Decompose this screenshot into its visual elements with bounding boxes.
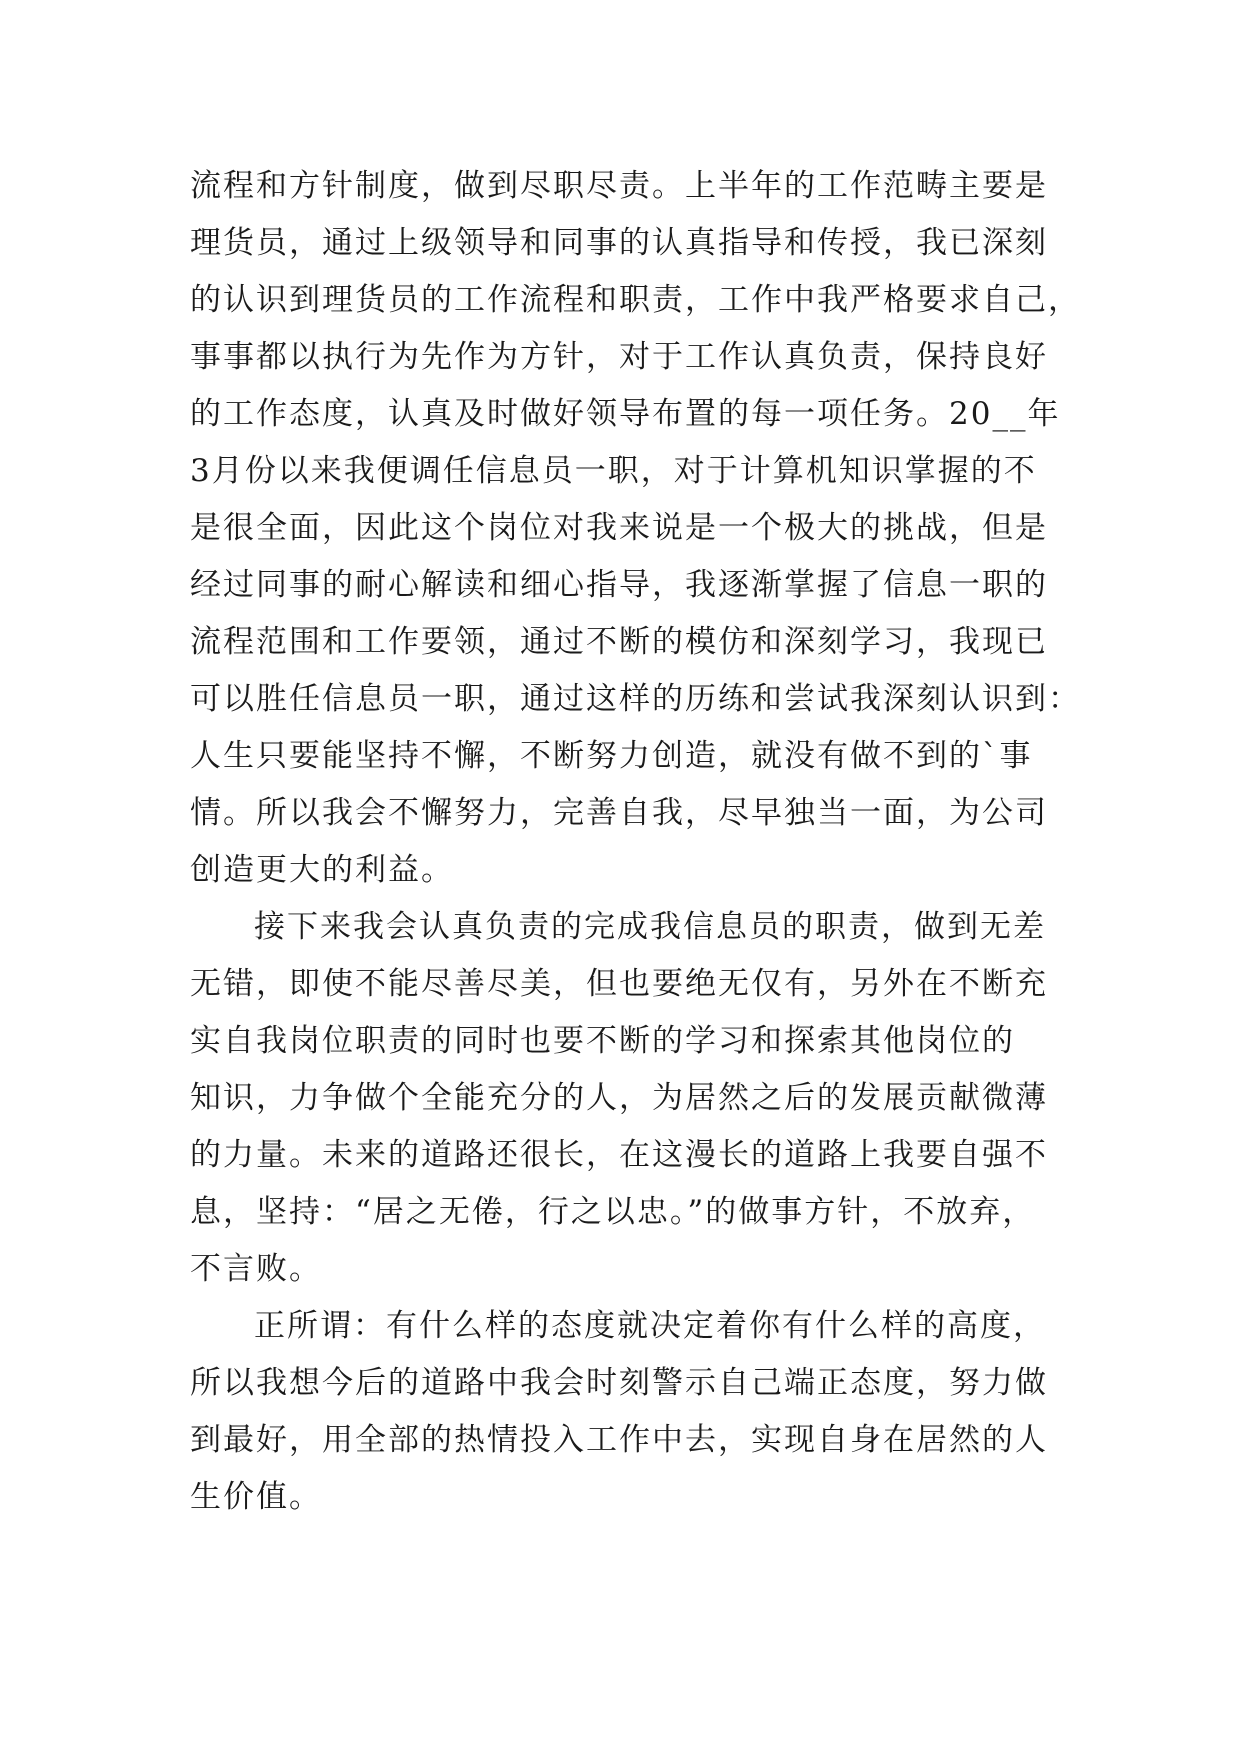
text-line: 创造更大的利益。 <box>190 852 454 888</box>
text-line: 息，坚持：“居之无倦，行之以忠。”的做事方针，不放弃， <box>190 1194 1036 1230</box>
text-line: 无错，即使不能尽善尽美，但也要绝无仅有，另外在不断充 <box>190 966 1048 1002</box>
text-line: 事事都以执行为先作为方针，对于工作认真负责，保持良好 <box>190 339 1048 375</box>
text-line: 到最好，用全部的热情投入工作中去，实现自身在居然的人 <box>190 1422 1048 1458</box>
text-line: 的认识到理货员的工作流程和职责，工作中我严格要求自己， <box>190 282 1081 318</box>
text-line: 流程范围和工作要领，通过不断的模仿和深刻学习，我现已 <box>190 624 1048 660</box>
text-line: 实自我岗位职责的同时也要不断的学习和探索其他岗位的 <box>190 1023 1015 1059</box>
text-line: 人生只要能坚持不懈，不断努力创造，就没有做不到的`事 <box>190 738 1033 774</box>
text-line: 不言败。 <box>190 1251 322 1287</box>
text-line: 经过同事的耐心解读和细心指导，我逐渐掌握了信息一职的 <box>190 567 1048 603</box>
text-line: 3月份以来我便调任信息员一职，对于计算机知识掌握的不 <box>190 453 1037 489</box>
text-line: 情。所以我会不懈努力，完善自我，尽早独当一面，为公司 <box>190 795 1048 831</box>
text-line: 是很全面，因此这个岗位对我来说是一个极大的挑战，但是 <box>190 510 1048 546</box>
text-line: 的工作态度，认真及时做好领导布置的每一项任务。20__年 <box>190 396 1061 432</box>
text-line: 生价值。 <box>190 1479 322 1515</box>
paragraph-start-line: 接下来我会认真负责的完成我信息员的职责，做到无差 <box>254 909 1046 945</box>
text-line: 知识，力争做个全能充分的人，为居然之后的发展贡献微薄 <box>190 1080 1048 1116</box>
text-line: 理货员，通过上级领导和同事的认真指导和传授，我已深刻 <box>190 225 1048 261</box>
paragraph-start-line: 正所谓：有什么样的态度就决定着你有什么样的高度， <box>254 1308 1046 1344</box>
text-line: 可以胜任信息员一职，通过这样的历练和尝试我深刻认识到： <box>190 681 1081 717</box>
text-line: 的力量。未来的道路还很长，在这漫长的道路上我要自强不 <box>190 1137 1048 1173</box>
document-body <box>190 158 1090 1526</box>
text-line: 流程和方针制度，做到尽职尽责。上半年的工作范畴主要是 <box>190 168 1048 204</box>
text-line: 所以我想今后的道路中我会时刻警示自己端正态度，努力做 <box>190 1365 1048 1401</box>
